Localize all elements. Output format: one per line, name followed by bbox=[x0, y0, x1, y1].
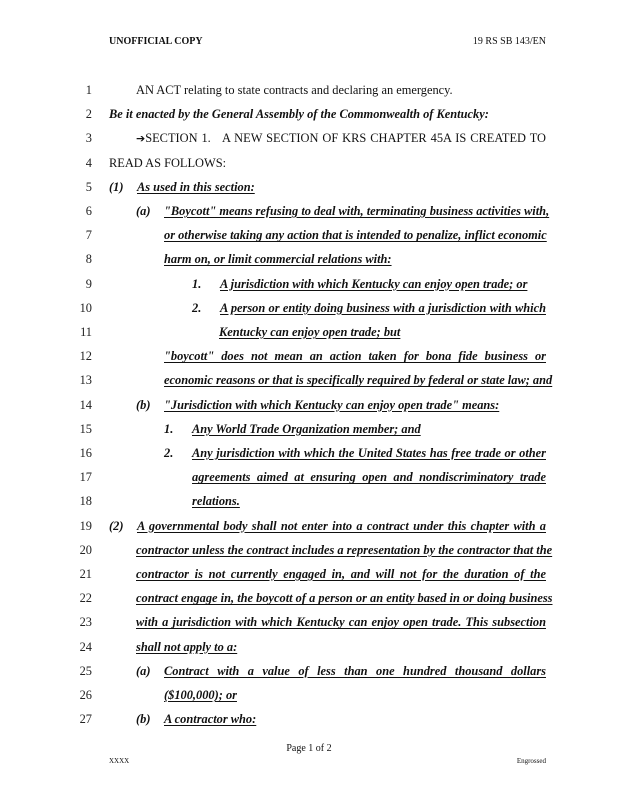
section-label: 2. bbox=[192, 300, 202, 315]
line-number: 7 bbox=[85, 228, 92, 243]
document-line bbox=[0, 204, 618, 224]
document-line bbox=[0, 325, 618, 345]
section-label: 1. bbox=[164, 421, 174, 436]
line-text: relations. bbox=[192, 494, 240, 509]
line-number: 27 bbox=[79, 712, 92, 727]
line-text: A contractor who: bbox=[164, 712, 257, 727]
line-number: 18 bbox=[79, 494, 92, 509]
line-text: "Jurisdiction with which Kentucky can enjoy open trade" means: bbox=[164, 397, 500, 412]
line-number: 10 bbox=[79, 300, 92, 315]
document-line bbox=[0, 349, 618, 369]
line-number: 5 bbox=[85, 179, 92, 194]
line-number: 11 bbox=[80, 325, 92, 339]
line-text: "Boycott" means refusing to deal with, terminating business activities with, bbox=[164, 204, 550, 218]
header-bill-id: 19 RS SB 143/EN bbox=[472, 36, 546, 47]
line-number: 23 bbox=[79, 615, 92, 630]
footer-code: XXXX bbox=[109, 757, 130, 765]
line-text: ($100,000); or bbox=[164, 688, 237, 702]
document-line bbox=[0, 591, 618, 611]
document-line bbox=[0, 156, 618, 176]
document-line bbox=[0, 543, 618, 563]
line-text: READ AS FOLLOWS: bbox=[109, 155, 227, 170]
document-line bbox=[0, 567, 618, 587]
section-label: 2. bbox=[164, 446, 174, 460]
line-number: 26 bbox=[79, 688, 92, 702]
line-text: A jurisdiction with which Kentucky can enjoy open trade; or bbox=[220, 276, 528, 291]
page-number: Page 1 of 2 bbox=[286, 743, 332, 754]
line-text: Kentucky can enjoy open trade; but bbox=[219, 325, 401, 339]
line-text: "boycott" does not mean an action taken for bona fide business or bbox=[164, 349, 546, 364]
line-number: 22 bbox=[79, 591, 92, 606]
line-number: 24 bbox=[79, 639, 92, 654]
document-line bbox=[0, 712, 618, 732]
line-text: Any jurisdiction with which the United States has free trade or other bbox=[192, 446, 546, 460]
line-text: with a jurisdiction with which Kentucky can enjoy open trade. This subsection bbox=[136, 615, 546, 630]
document-line bbox=[0, 131, 618, 151]
document-line bbox=[0, 446, 618, 466]
line-number: 21 bbox=[79, 567, 92, 581]
line-number: 19 bbox=[79, 518, 92, 533]
line-number: 14 bbox=[79, 397, 92, 412]
line-number: 1 bbox=[85, 83, 92, 97]
header-unofficial-copy: UNOFFICIAL COPY bbox=[109, 36, 203, 47]
document-line bbox=[0, 640, 618, 660]
line-text: or otherwise taking any action that is intended to penalize, inflict economic bbox=[164, 228, 547, 243]
line-text: Contract with a value of less than one hundred thousand dollars bbox=[164, 663, 546, 678]
document-line bbox=[0, 252, 618, 272]
line-text: As used in this section: bbox=[137, 179, 255, 194]
document-line bbox=[0, 470, 618, 490]
line-number: 4 bbox=[85, 155, 92, 170]
section-label: (2) bbox=[109, 518, 124, 533]
line-number: 9 bbox=[85, 276, 92, 291]
line-text: Any World Trade Organization member; and bbox=[192, 421, 421, 436]
document-line bbox=[0, 277, 618, 297]
document-line bbox=[0, 615, 618, 635]
document-line bbox=[0, 180, 618, 200]
line-text: contractor is not currently engaged in, and will not for the duration of the bbox=[136, 567, 546, 581]
section-label: (1) bbox=[109, 179, 124, 194]
line-number: 6 bbox=[85, 204, 92, 218]
section-label: (a) bbox=[136, 663, 151, 678]
line-text: SECTION 1. A NEW SECTION OF KRS CHAPTER 45A IS CREATED TO bbox=[145, 131, 546, 146]
document-line bbox=[0, 494, 618, 514]
line-number: 15 bbox=[79, 421, 92, 436]
line-text: contract engage in, the boycott of a person or an entity based in or doing business bbox=[136, 591, 553, 606]
line-text: shall not apply to a: bbox=[136, 639, 238, 654]
line-text: A person or entity doing business with a jurisdiction with which bbox=[220, 300, 546, 315]
line-text: harm on, or limit commercial relations with: bbox=[164, 252, 392, 267]
line-number: 12 bbox=[79, 349, 92, 364]
line-text: agreements aimed at ensuring open and nondiscriminatory trade bbox=[192, 470, 546, 485]
line-text: AN ACT relating to state contracts and declaring an emergency. bbox=[136, 83, 453, 97]
line-number: 16 bbox=[79, 446, 92, 460]
document-line bbox=[0, 422, 618, 442]
line-number: 17 bbox=[79, 470, 92, 485]
line-number: 2 bbox=[85, 107, 92, 122]
line-text: economic reasons or that is specifically required by federal or state law; and bbox=[164, 373, 553, 388]
section-label: 1. bbox=[192, 276, 202, 291]
document-line bbox=[0, 301, 618, 321]
section-label: (a) bbox=[136, 204, 151, 218]
line-text: A governmental body shall not enter into a contract under this chapter with a bbox=[137, 518, 546, 533]
line-number: 20 bbox=[79, 542, 92, 557]
footer-status: Engrossed bbox=[516, 757, 546, 765]
section-label: (b) bbox=[136, 397, 151, 412]
line-number: 25 bbox=[79, 663, 92, 678]
document-line bbox=[0, 398, 618, 418]
line-number: 3 bbox=[85, 131, 92, 146]
line-text: Be it enacted by the General Assembly of the Commonwealth of Kentucky: bbox=[109, 107, 489, 122]
document-line bbox=[0, 664, 618, 684]
arrow-right-icon: ➔ bbox=[136, 132, 146, 146]
document-line bbox=[0, 228, 618, 248]
section-label: (b) bbox=[136, 712, 151, 727]
line-number: 8 bbox=[85, 252, 92, 267]
document-line bbox=[0, 688, 618, 708]
document-line bbox=[0, 519, 618, 539]
document-line bbox=[0, 83, 618, 103]
document-line bbox=[0, 107, 618, 127]
line-number: 13 bbox=[79, 373, 92, 388]
document-line bbox=[0, 373, 618, 393]
line-text: contractor unless the contract includes a representation by the contractor that the bbox=[136, 542, 553, 557]
